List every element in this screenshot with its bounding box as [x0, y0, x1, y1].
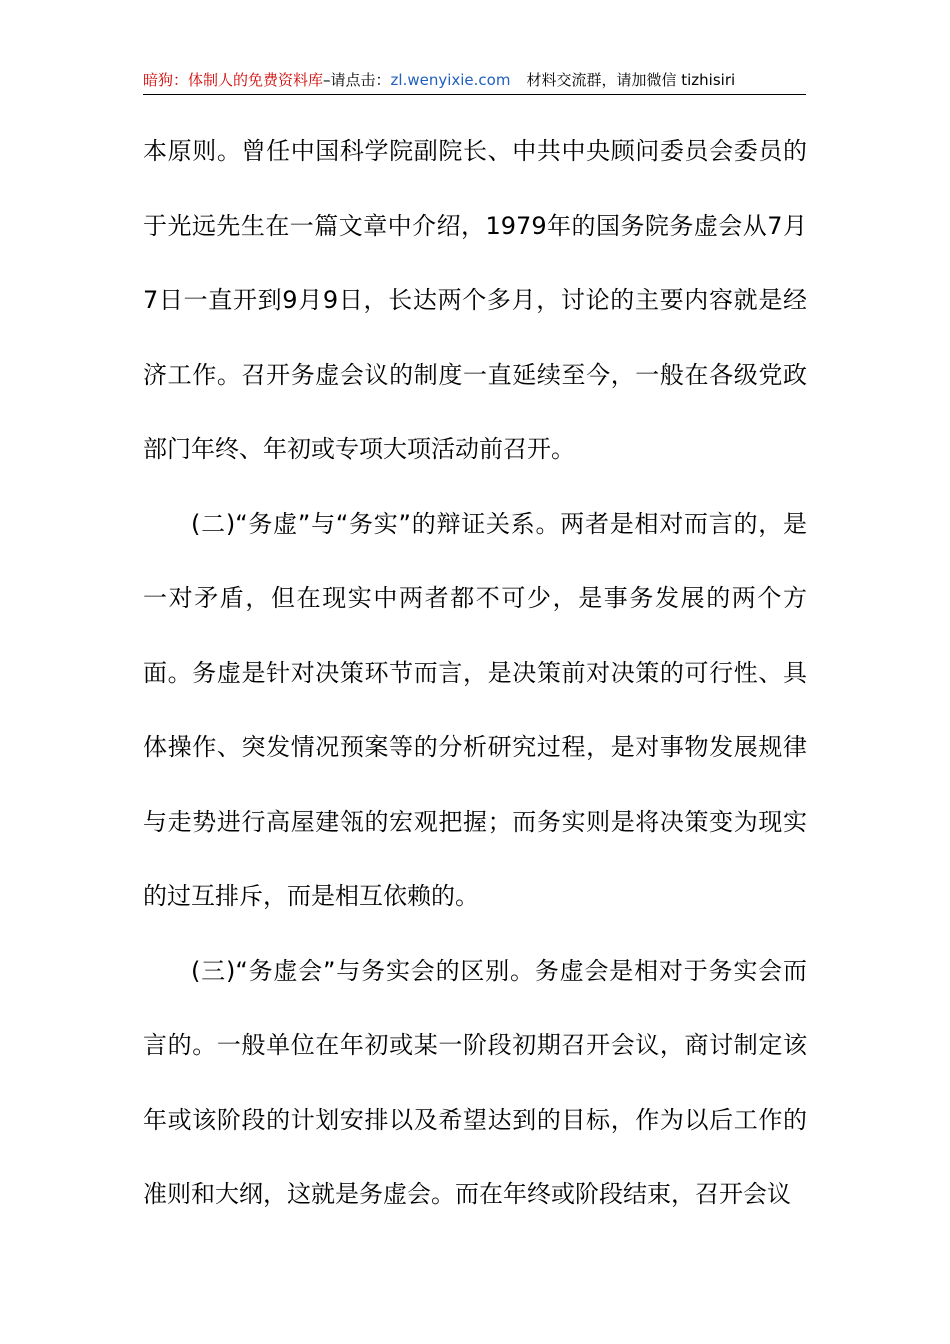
paragraph-continuation: 本原则。曾任中国科学院副院长、中共中央顾问委员会委员的于光远先生在一篇文章中介绍，1979年的国务院务虚会从7月7日一直开到9月9日，长达两个多月，讨论的主要内容就是经济工作。召开务虚会议的制度一直延续至今，一般在各级党政部门年终、年初或专项大项活动前召开。 [143, 137, 807, 463]
page-header [143, 68, 806, 95]
paragraph-section-2: (二)“务虚”与“务实”的辩证关系。两者是相对而言的，是一对矛盾，但在现实中两者都不可少，是事务发展的两个方面。务虚是针对决策环节而言，是决策前对决策的可行性、具体操作、突发情况预案等的分析研究过程，是对事物发展规律与走势进行高屋建瓴的宏观把握；而务实则是将决策变为现实的过互排斥，而是相互依赖的。 [143, 509, 807, 910]
header-contact-text: 材料交流群，请加微信 tizhisiri [526, 71, 736, 89]
header-prompt-text: –请点击： [323, 71, 391, 89]
header-url-link[interactable]: zl.wenyixie.com [390, 71, 511, 89]
paragraph-section-3: (三)“务虚会”与务实会的区别。务虚会是相对于务实会而言的。一般单位在年初或某一阶段初期召开会议，商讨制定该年或该阶段的计划安排以及希望达到的目标，作为以后工作的准则和大纲，这就是务虚会。而在年终或阶段结束，召开会议 [143, 956, 807, 1208]
document-body [143, 114, 807, 1232]
header-brand-text: 暗狗：体制人的免费资料库 [143, 71, 324, 89]
